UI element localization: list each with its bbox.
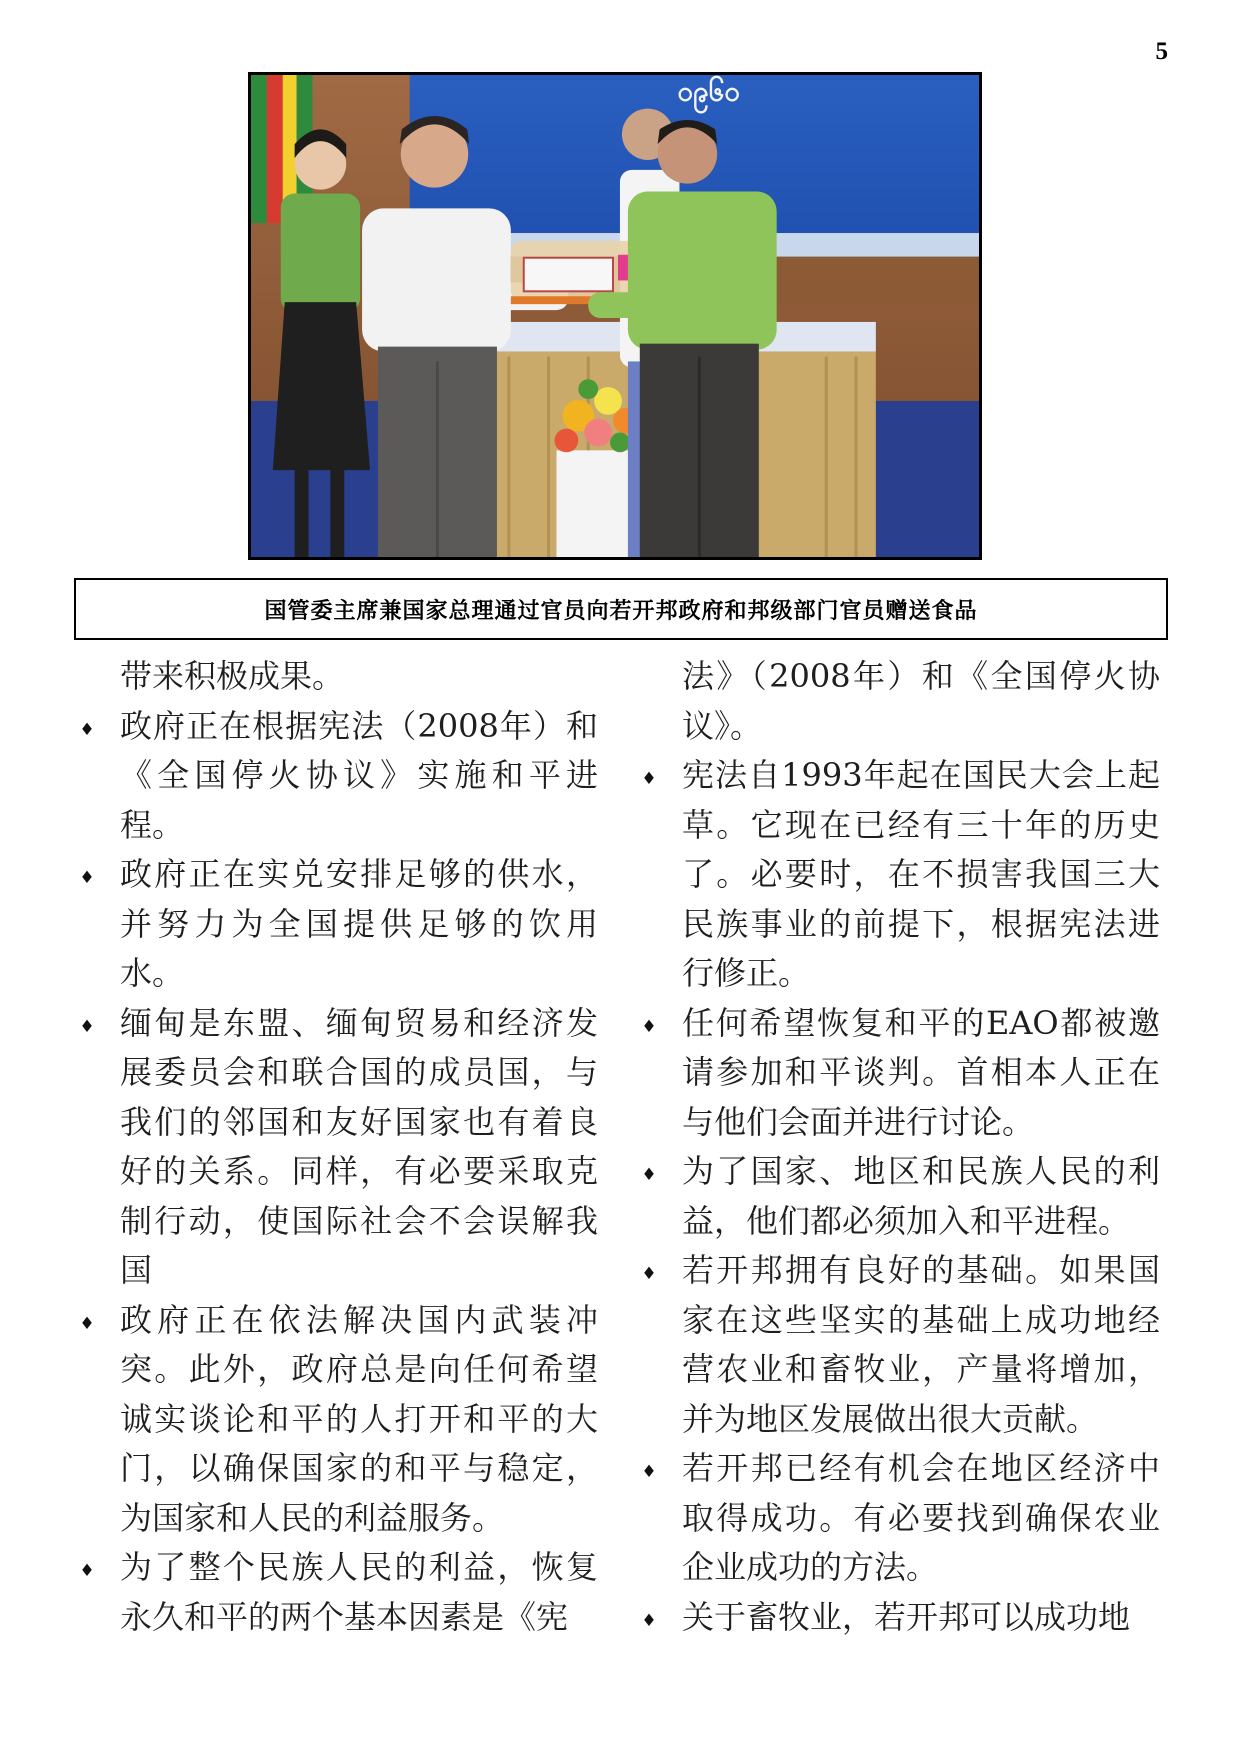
continued-paragraph <box>120 652 598 702</box>
paragraph-text: 宪法自1993年起在国民大会上起草。它现在已经有三十年的历史了。必要时，在不损害我国三大民族事业的前提下，根据宪法进行修正。 <box>682 756 1160 992</box>
event-photo <box>248 72 982 560</box>
diamond-bullet-icon: ♦ <box>641 1016 657 1037</box>
caption-box <box>74 578 1168 640</box>
right-column <box>641 652 1160 1642</box>
bullet-item <box>79 1296 598 1544</box>
bullet-item <box>641 1246 1160 1444</box>
bullet-item <box>79 999 598 1296</box>
photo-illustration <box>251 75 979 557</box>
paragraph-text: 为了国家、地区和民族人民的利益，他们都必须加入和平进程。 <box>682 1152 1160 1240</box>
paragraph-text: 政府正在实兑安排足够的供水，并努力为全国提供足够的饮用水。 <box>120 855 598 992</box>
diamond-bullet-icon: ♦ <box>79 868 95 888</box>
paragraph-text: 带来积极成果。 <box>120 657 345 695</box>
diamond-bullet-icon: ♦ <box>641 1165 657 1185</box>
continued-paragraph <box>682 652 1160 751</box>
diamond-bullet-icon: ♦ <box>641 1264 657 1284</box>
paragraph-text: 政府正在依法解决国内武装冲突。此外，政府总是向任何希望诚实谈论和平的人打开和平的大门，以确保国家的和平与稳定，为国家和人民的利益服务。 <box>120 1300 598 1537</box>
paragraph-text: 为了整个民族人民的利益，恢复永久和平的两个基本因素是《宪 <box>120 1548 598 1636</box>
paragraph-text: 政府正在根据宪法（2008年）和《全国停火协议》实施和平进程。 <box>120 706 598 844</box>
bullet-item <box>79 850 598 999</box>
page-number: 5 <box>1155 38 1168 65</box>
paragraph-text: 任何希望恢复和平的EAO都被邀请参加和平谈判。首相本人正在与他们会面并进行讨论。 <box>682 1003 1160 1141</box>
diamond-bullet-icon: ♦ <box>641 1462 657 1482</box>
bullet-item <box>641 1593 1160 1643</box>
left-column <box>79 652 598 1642</box>
diamond-bullet-icon: ♦ <box>641 769 657 789</box>
bullet-item <box>79 1543 598 1642</box>
bullet-item <box>641 1444 1160 1593</box>
diamond-bullet-icon: ♦ <box>641 1610 657 1631</box>
bullet-item <box>79 702 598 851</box>
paragraph-text: 若开邦已经有机会在地区经济中取得成功。有必要找到确保农业企业成功的方法。 <box>682 1449 1160 1586</box>
paragraph-text: 法》（2008年）和《全国停火协议》。 <box>682 657 1160 745</box>
bullet-item <box>641 1147 1160 1246</box>
paragraph-text: 若开邦拥有良好的基础。如果国家在这些坚实的基础上成功地经营农业和畜牧业，产量将增加，并为地区发展做出很大贡献。 <box>682 1251 1160 1438</box>
diamond-bullet-icon: ♦ <box>79 1561 95 1581</box>
diamond-bullet-icon: ♦ <box>79 1016 95 1037</box>
paragraph-text: 缅甸是东盟、缅甸贸易和经济发展委员会和联合国的成员国，与我们的邻国和友好国家也有着良好的关系。同样，有必要采取克制行动，使国际社会不会误解我国 <box>120 1003 598 1289</box>
paragraph-text: 关于畜牧业，若开邦可以成功地 <box>682 1597 1131 1636</box>
bullet-item <box>641 999 1160 1148</box>
banner-text: ၀၉၆၀ <box>677 75 740 108</box>
diamond-bullet-icon: ♦ <box>79 1313 95 1334</box>
diamond-bullet-icon: ♦ <box>79 719 95 740</box>
photo-caption: 国管委主席兼国家总理通过官员向若开邦政府和邦级部门官员赠送食品 <box>264 598 978 624</box>
bullet-item <box>641 751 1160 999</box>
